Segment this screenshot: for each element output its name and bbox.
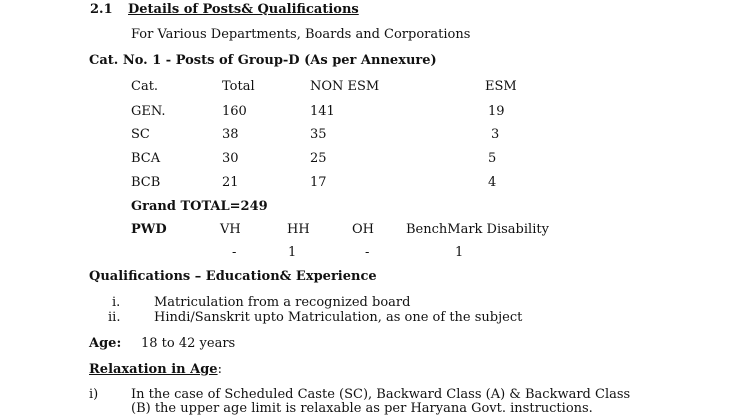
value-hh: 1 <box>288 245 297 260</box>
cell-total: 30 <box>222 151 239 166</box>
list-marker: i) <box>89 387 99 402</box>
value-vh: - <box>232 245 237 260</box>
list-marker: ii. <box>108 310 121 325</box>
relaxation-heading: Relaxation in Age <box>89 362 218 377</box>
cell-non-esm: 25 <box>310 151 327 166</box>
header-non-esm: NON ESM <box>310 79 380 94</box>
header-oh: OH <box>352 222 374 237</box>
list-text: Hindi/Sanskrit upto Matriculation, as one of the subject <box>154 310 523 325</box>
header-cat: Cat. <box>131 79 159 94</box>
cell-total: 21 <box>222 175 239 190</box>
category-heading: Cat. No. 1 - Posts of Group-D (As per Annexure) <box>89 53 437 68</box>
relaxation-colon: : <box>217 362 222 377</box>
header-benchmark-disability: BenchMark Disability <box>406 222 549 237</box>
relaxation-text-line2: (B) the upper age limit is relaxable as per Haryana Govt. instructions. <box>131 401 593 416</box>
list-text: Matriculation from a recognized board <box>154 295 411 310</box>
header-total: Total <box>222 79 255 94</box>
value-oh: - <box>365 245 370 260</box>
cell-total: 160 <box>222 104 247 119</box>
cell-esm: 19 <box>488 104 505 119</box>
header-vh: VH <box>220 222 241 237</box>
cell-non-esm: 17 <box>310 175 327 190</box>
cell-category: BCB <box>131 175 161 190</box>
relaxation-text-line1: In the case of Scheduled Caste (SC), Backward Class (A) & Backward Class <box>131 387 631 402</box>
relaxation-heading-row <box>89 362 222 377</box>
list-marker: i. <box>112 295 121 310</box>
header-hh: HH <box>287 222 310 237</box>
qualifications-heading: Qualifications – Education& Experience <box>89 269 377 284</box>
header-esm: ESM <box>485 79 517 94</box>
section-number: 2.1 <box>90 2 113 17</box>
cell-category: GEN. <box>131 104 166 119</box>
section-subtitle: For Various Departments, Boards and Corporations <box>131 27 471 42</box>
cell-total: 38 <box>222 127 239 142</box>
cell-category: SC <box>131 127 150 142</box>
cell-category: BCA <box>131 151 161 166</box>
grand-total: Grand TOTAL=249 <box>131 199 268 214</box>
cell-esm: 4 <box>488 175 497 190</box>
cell-esm: 5 <box>488 151 497 166</box>
value-benchmark-disability: 1 <box>455 245 464 260</box>
age-label: Age: <box>89 336 122 351</box>
section-title: Details of Posts& Qualifications <box>128 2 359 17</box>
pwd-label: PWD <box>131 222 167 237</box>
age-value: 18 to 42 years <box>141 336 236 351</box>
cell-esm: 3 <box>491 127 500 142</box>
cell-non-esm: 35 <box>310 127 327 142</box>
cell-non-esm: 141 <box>310 104 335 119</box>
